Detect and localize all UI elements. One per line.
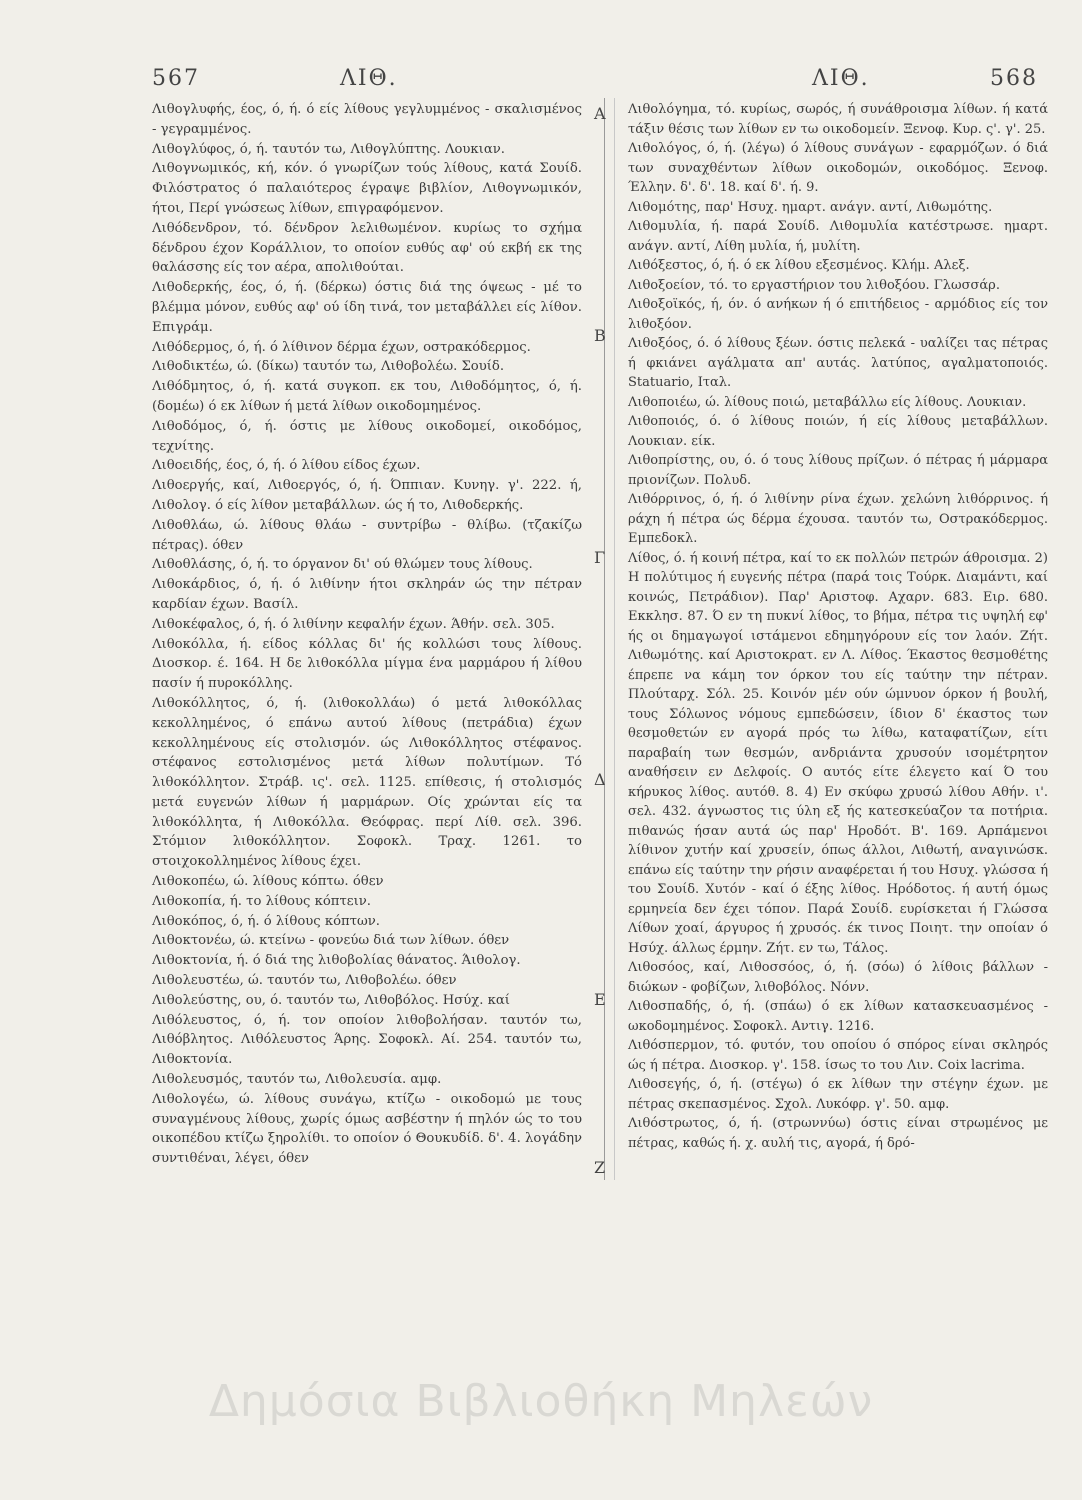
dictionary-entry: Λιθοξοϊκός, ή, όν. ό ανήκων ή ό επιτήδειος - αρμόδιος είς τον λιθοξόον.	[628, 297, 1048, 332]
dictionary-entry: Λιθοθλάω, ώ. λίθους θλάω - συντρίβω - θλίβω. (τζακίζω πέτρας). όθεν	[152, 517, 582, 553]
dictionary-entry: Λιθοξοείον, τό. το εργαστήριον του λιθοξόου. Γλωσσάρ.	[628, 277, 1000, 293]
dictionary-entry: Λιθοκόπος, ό, ή. ό λίθους κόπτων.	[152, 913, 380, 929]
dictionary-entry: Λιθοκτονία, ή. ό διά της λιθοβολίας θάνατος. Άιθολογ.	[152, 953, 521, 969]
dictionary-entry: Λιθόστρωτος, ό, ή. (στρωννύω) όστις είναι στρωμένος με πέτρας, καθώς ή. χ. αυλή τις, αγορά, ή δρό-	[628, 1116, 1048, 1151]
dictionary-entry: Λιθομυλία, ή. παρά Σουίδ. Λιθομυλία κατέστρωσε. ημαρτ. ανάγν. αντί, Λίθη μυλία, ή, μυλίτη.	[628, 219, 1048, 254]
dictionary-entry: Λιθοθλάσης, ό, ή. το όργανον δι' ού θλώμεν τους λίθους.	[152, 557, 533, 573]
section-letter-g: Γ	[594, 548, 606, 567]
dictionary-entry: Λιθοσόος, καί, Λιθοσσόος, ό, ή. (σόω) ό λίθοις βάλλων - διώκων - φοβίζων, λιθοβόλος. Νόνν.	[628, 960, 1048, 995]
dictionary-entry: Λιθοκέφαλος, ό, ή. ό λιθίνην κεφαλήν έχων. Άθήν. σελ. 305.	[152, 616, 555, 632]
left-column	[152, 100, 582, 1169]
dictionary-entry: Λιθοκοπέω, ώ. λίθους κόπτω. όθεν	[152, 874, 384, 890]
section-letter-b: Β	[594, 326, 606, 345]
dictionary-entry: Λιθολεύστης, ου, ό. ταυτόν τω, Λιθοβόλος. Ησύχ. καί	[152, 992, 510, 1008]
dictionary-entry: Λιθοξόος, ό. ό λίθους ξέων. όστις πελεκά - υαλίζει τας πέτρας ή φκιάνει αγάλματα απ' αυτάς. λατύπος, αγαλματοποιός. Statuario, Ιταλ.	[628, 336, 1048, 390]
dictionary-entry: Λιθοσεγής, ό, ή. (στέγω) ό εκ λίθων την στέγην έχων. με πέτρας σκεπασμένος. Σχολ. Λυκόφρ. γ'. 50. αμφ.	[628, 1077, 1048, 1112]
section-letter-a: Α	[594, 104, 606, 123]
right-page-number: 568	[990, 66, 1038, 91]
dictionary-entry: Λιθόσπερμον, τό. φυτόν, του οποίου ό σπόρος είναι σκληρός ώς ή πέτρα. Διοσκορ. γ'. 158. ίσως το του Λιν. Coix lacrima.	[628, 1038, 1048, 1073]
dictionary-entry: Λιθομότης, παρ' Ησυχ. ημαρτ. ανάγν. αντί, Λιθωμότης.	[628, 199, 993, 215]
dictionary-entry: Λιθοσπαδής, ό, ή. (σπάω) ό εκ λίθων κατασκευασμένος - ωκοδομημένος. Σοφοκλ. Αντιγ. 1216.	[628, 999, 1048, 1034]
column-divider	[604, 98, 605, 1180]
dictionary-entry: Λιθοδόμος, ό, ή. όστις με λίθους οικοδομεί, οικοδόμος, τεχνίτης.	[152, 418, 582, 454]
right-running-head: ΛΙΘ.	[812, 66, 870, 91]
right-column	[628, 100, 1048, 1153]
library-watermark: Δημόσια Βιβλιοθήκη Μηλεών	[208, 1376, 874, 1427]
dictionary-entry: Λιθοειδής, έος, ό, ή. ό λίθου είδος έχων.	[152, 458, 421, 474]
dictionary-entry: Λιθόλευστος, ό, ή. τον οποίον λιθοβολήσαν. ταυτόν τω, Λιθόβλητος. Λιθόλευστος Άρης. Σοφοκλ. Αί. 254. ταυτόν τω, Λιθοκτονία.	[152, 1012, 582, 1068]
section-letter-e: Ε	[594, 990, 606, 1009]
dictionary-entry: Λιθολογέω, ώ. λίθους συνάγω, κτίζω - οικοδομώ με τους συναγμένους λίθους, χωρίς όμως ασβέστην ή πηλόν ώς το του οικοπέδου κτίζω ξηρολίθι. το οποίον ό Θουκυδίδ. δ'. 4. λογάδην συντιθέναι, λέγει, όθεν	[152, 1091, 582, 1167]
dictionary-entry: Λιθόξεστος, ό, ή. ό εκ λίθου εξεσμένος. Κλήμ. Αλεξ.	[628, 258, 970, 273]
dictionary-entry: Λιθόδερμος, ό, ή. ό λίθινον δέρμα έχων, οστρακόδερμος.	[152, 339, 531, 355]
dictionary-entry: Λιθόρρινος, ό, ή. ό λιθίνην ρίνα έχων. χελώνη λιθόρρινος. ή ράχη ή πέτρα ώς δέρμα έχουσα. ταυτόν τω, Οστρακόδερμος. Εμπεδοκλ.	[628, 492, 1048, 546]
dictionary-entry: Λιθοκόλλα, ή. είδος κόλλας δι' ής κολλώσι τους λίθους. Διοσκορ. έ. 164. Η δε λιθοκόλλα μίγμα ένα μαρμάρου ή λίθου πασίν ή πυροκόλλης.	[152, 636, 582, 692]
dictionary-entry: Λιθογλυφής, έος, ό, ή. ό είς λίθους γεγλυμμένος - σκαλισμένος - γεγραμμένος.	[152, 102, 582, 137]
dictionary-entry: Λιθοδερκής, έος, ό, ή. (δέρκω) όστις διά της όψεως - μέ το βλέμμα μόνον, ευθύς αφ' ού ίδη τινά, τον μεταβάλλει είς λίθον. Επιγράμ.	[152, 280, 582, 335]
dictionary-entry: Λιθοκόλλητος, ό, ή. (λιθοκολλάω) ό μετά λιθοκόλλας κεκολλημένος, ό επάνω αυτού λίθους (πετράδια) έχων κεκολλημένους είς στολισμόν. ώς Λιθοκόλλητος στέφανος. στέφανος εστολισμένος μετά λίθων πολυτίμων. Τό λιθοκόλλητον. Στράβ. ις'. σελ. 1125. επίθεσις, ή στολισμός μετά ευγενών λίθων ή μαρμάρων. Οίς χρώνται είς τα λιθοκόλλητα, ή Λιθοκόλλα. Θεόφρας. περί Λίθ. σελ. 396. Στόμιον λιθοκόλλητον. Σοφοκλ. Τραχ. 1261. το στοιχοκολλημένος λίθους έχει.	[152, 695, 582, 870]
dictionary-entry: Λιθοεργής, καί, Λιθοεργός, ό, ή. Όππιαν. Κυνηγ. γ'. 222. ή, Λιθολογ. ό είς λίθον μεταβάλλων. ώς ή το, Λιθοδερκής.	[152, 478, 582, 513]
dictionary-entry: Λιθολευστέω, ώ. ταυτόν τω, Λιθοβολέω. όθεν	[152, 973, 457, 989]
dictionary-entry: Λιθοκτονέω, ώ. κτείνω - φονεύω διά των λίθων. όθεν	[152, 933, 510, 949]
dictionary-entry: Λιθόδμητος, ό, ή. κατά συγκοπ. εκ του, Λιθοδόμητος, ό, ή. (δομέω) ό εκ λίθων ή μετά λίθων οικοδομημένος.	[152, 379, 582, 414]
dictionary-entry: Λιθολόγημα, τό. κυρίως, σωρός, ή συνάθροισμα λίθων. ή κατά τάξιν θέσις των λίθων εν τω οικοδομείν. Ξενοφ. Κυρ. ς'. γ'. 25.	[628, 102, 1048, 137]
section-letter-d: Δ	[594, 770, 606, 789]
dictionary-entry: Λιθοκάρδιος, ό, ή. ό λιθίνην ήτοι σκληράν ώς την πέτραν καρδίαν έχων. Βασίλ.	[152, 577, 582, 612]
dictionary-entry: Λιθολευσμός, ταυτόν τω, Λιθολευσία. αμφ.	[152, 1072, 442, 1088]
left-page-number: 567	[152, 66, 200, 91]
dictionary-entry: Λιθοπρίστης, ου, ό. ό τους λίθους πρίζων. ό πέτρας ή μάρμαρα πριονίζων. Πολυδ.	[628, 453, 1048, 488]
dictionary-entry: Λιθοποιός, ό. ό λίθους ποιών, ή είς λίθους μεταβάλλων. Λουκιαν. είκ.	[628, 414, 1048, 449]
dictionary-entry: Λιθόδενδρον, τό. δένδρον λελιθωμένον. κυρίως το σχήμα δένδρου έχον Κοράλλιον, το οποίον ευθύς αφ' ού εκβή εκ της θαλάσσης είς τον αέρα, απολιθούται.	[152, 220, 582, 276]
dictionary-entry: Λίθος, ό. ή κοινή πέτρα, καί το εκ πολλών πετρών άθροισμα. 2) Η πολύτιμος ή ευγενής πέτρα (παρά τοις Τούρκ. Διαμάντι, καί κοινώς, Πετράδιον). Παρ' Αριστοφ. Αχαρν. 683. Ειρ. 680. Εκκλησ. 87. Ό εν τη πυκνί λίθος, το βήμα, πέτρα τις υψηλή εφ' ής οι δημαγωγοί ιστάμενοι εδημηγόρουν είς τον λαόν. Ζήτ. Λιθωμότης. καί Αριστοκρατ. εν Λ. Λίθος. Έκαστος θεσμοθέτης έπρεπε να κάμη τον όρκον του είς ταύτην την πέτραν. Πλούταρχ. Σόλ. 25. Κοινόν μέν ούν ώμνυον όρκον ή βουλή, τους Σόλωνος νόμους εμπεδώσειν, ίδιον δ' έκαστος των θεσμοθετών εν αγορά πρός τω λίθω, καταφατίζων, είτι παραβαίη των θεσμών, ανδριάντα χρυσούν ισομέτρητον αναθήσειν εν Δελφοίς. Ο αυτός είτε έλεγετο καί Ό του κήρυκος λίθος. αυτόθ. 8. 4) Εν σκύφω χρυσώ λίθου Αθήν. ι'. σελ. 432. άγνωστος τις ύλη εξ ής κατεσκεύαζον τα ποτήρια. πιθανώς ήσαν αυτά ώς παρ' Ηροδότ. Β'. 169. Αρπάμενοι λίθινον χυτήν καί χρυσείν, όπως άλλοι, Λιθωτή, αναγινώσκ. επάνω είς ταύτην την ρήσιν αναφέρεται ή του Ησυχ. γλώσσα ή του Σουίδ. Χυτόν - καί ό έξης λίθος. Ηρόδοτος. ή αυτή όμως ερμηνεία δεν έχει τόπον. Παρά Σουίδ. ευρίσκεται ή Γλώσσα Λίθων χοαί, άργυρος ή χρυσός. έκ τινος Ποιητ. την οποίαν ό Ησύχ. άλλως έρμην. Ζήτ. εν τω, Τάλος.	[628, 550, 1048, 956]
dictionary-entry: Λιθοποιέω, ώ. λίθους ποιώ, μεταβάλλω είς λίθους. Λουκιαν.	[628, 394, 1027, 410]
left-running-head: ΛΙΘ.	[340, 66, 398, 91]
dictionary-entry: Λιθογνωμικός, κή, κόν. ό γνωρίζων τούς λίθους, κατά Σουίδ. Φιλόστρατος ό παλαιότερος έγραψε βιβλίον, Λιθογνωμικόν, ήτοι, Περί γνώσεως λίθων, επιγραφόμενον.	[152, 161, 582, 216]
section-letter-z: Ζ	[594, 1158, 606, 1177]
dictionary-entry: Λιθογλύφος, ό, ή. ταυτόν τω, Λιθογλύπτης. Λουκιαν.	[152, 141, 505, 157]
dictionary-entry: Λιθολόγος, ό, ή. (λέγω) ό λίθους συνάγων - εφαρμόζων. ό διά των συναχθέντων λίθων οικοδομών, οικοδόμος. Ξενοφ. Έλλην. δ'. δ'. 18. καί δ'. ή. 9.	[628, 141, 1048, 195]
dictionary-entry: Λιθοδικτέω, ώ. (δίκω) ταυτόν τω, Λιθοβολέω. Σουίδ.	[152, 359, 505, 375]
column-divider-inner	[614, 98, 615, 1180]
dictionary-entry: Λιθοκοπία, ή. το λίθους κόπτειν.	[152, 893, 371, 909]
